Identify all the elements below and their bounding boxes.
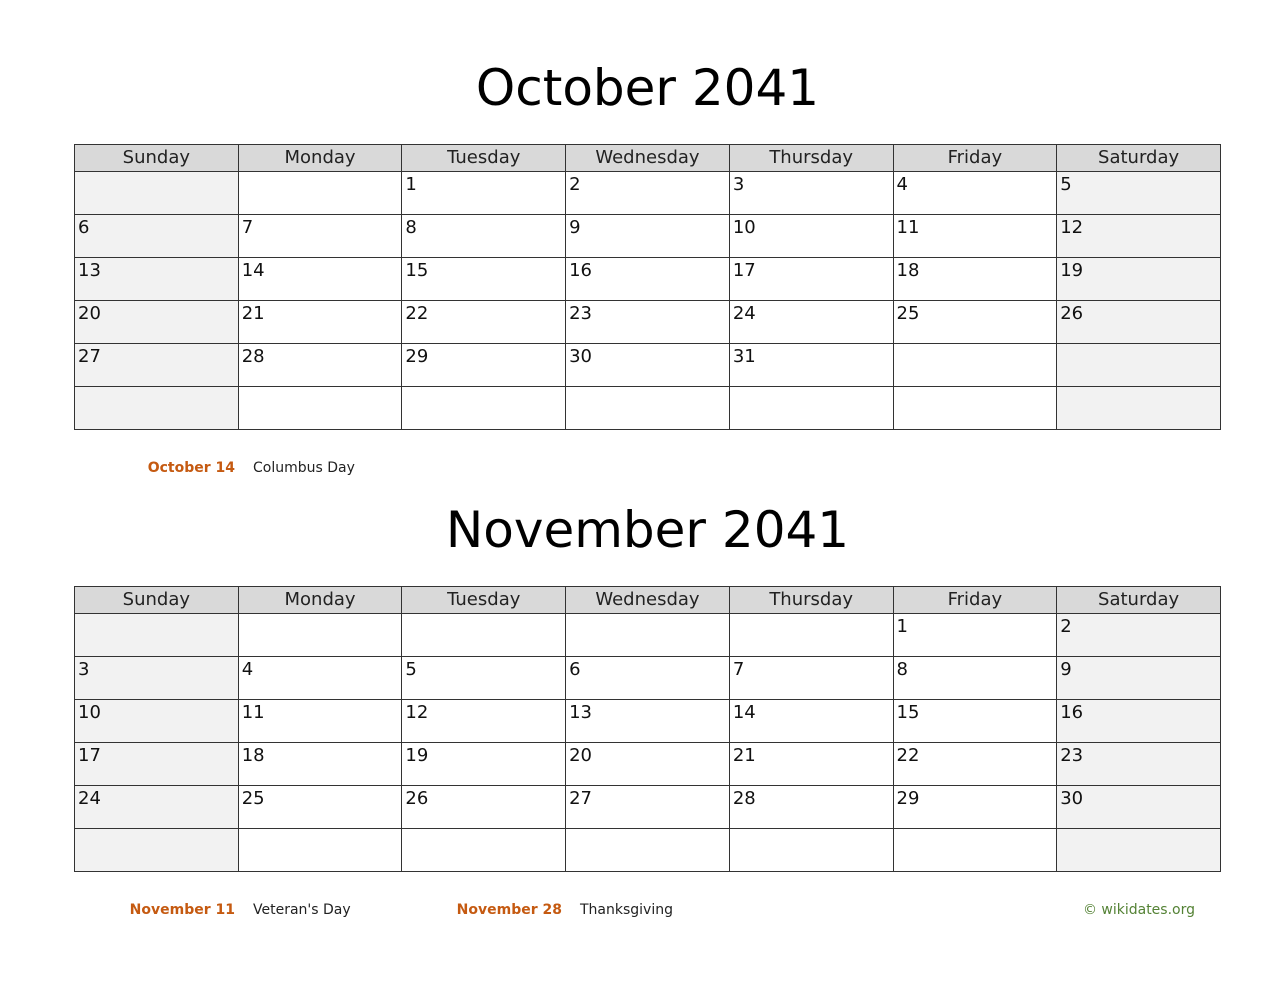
calendar-grid-november	[74, 586, 1221, 872]
day-cell	[75, 829, 239, 872]
day-number: 21	[241, 303, 265, 324]
day-cell	[402, 829, 566, 872]
day-cell	[566, 743, 730, 786]
holiday-list-november	[0, 899, 1280, 921]
day-number: 5	[1060, 174, 1072, 195]
day-number: 10	[732, 217, 756, 238]
day-number: 16	[1060, 702, 1084, 723]
day-number: 7	[732, 659, 745, 680]
calendar-body-november	[75, 614, 1221, 872]
day-number: 5	[405, 659, 417, 680]
day-number: 17	[78, 745, 101, 766]
day-number: 22	[405, 303, 429, 324]
day-cell	[1057, 387, 1221, 430]
day-cell	[729, 614, 893, 657]
day-cell	[238, 743, 402, 786]
day-cell	[893, 215, 1057, 258]
weekday-tuesday: Tuesday	[402, 145, 566, 172]
day-cell	[238, 614, 402, 657]
weekday-saturday: Saturday	[1057, 587, 1221, 614]
day-number	[1057, 344, 1220, 347]
day-cell	[1057, 657, 1221, 700]
day-cell	[566, 657, 730, 700]
day-number: 19	[1060, 260, 1084, 281]
day-cell	[893, 829, 1057, 872]
day-cell	[893, 786, 1057, 829]
day-cell	[893, 258, 1057, 301]
weekday-thursday: Thursday	[729, 587, 893, 614]
day-number: 20	[78, 303, 101, 324]
day-cell	[75, 743, 239, 786]
day-cell	[75, 215, 239, 258]
day-number: 29	[405, 346, 429, 367]
day-cell	[402, 258, 566, 301]
week-row	[75, 743, 1221, 786]
day-cell	[729, 829, 893, 872]
holiday-date: November 11	[129, 902, 235, 918]
weekday-tuesday: Tuesday	[402, 587, 566, 614]
day-cell	[1057, 215, 1221, 258]
day-number: 12	[405, 702, 429, 723]
day-number: 4	[241, 659, 254, 680]
day-number: 3	[78, 659, 90, 680]
day-number: 1	[896, 616, 908, 637]
holiday-date: October 14	[147, 460, 235, 476]
day-number: 23	[1060, 745, 1084, 766]
day-cell	[893, 387, 1057, 430]
day-number	[402, 387, 565, 390]
weekday-sunday: Sunday	[75, 587, 239, 614]
calendar-grid-october	[74, 144, 1221, 430]
day-cell	[402, 301, 566, 344]
day-cell	[402, 700, 566, 743]
day-cell	[893, 614, 1057, 657]
day-cell	[566, 258, 730, 301]
day-cell	[1057, 301, 1221, 344]
day-number: 26	[405, 788, 429, 809]
day-number	[239, 829, 402, 832]
day-number: 14	[732, 702, 756, 723]
holiday-name: Veteran's Day	[253, 902, 351, 918]
week-row	[75, 344, 1221, 387]
day-number: 8	[405, 217, 417, 238]
day-number: 6	[569, 659, 581, 680]
day-cell	[1057, 743, 1221, 786]
day-number	[894, 829, 1057, 832]
day-number: 24	[78, 788, 101, 809]
day-number: 30	[569, 346, 593, 367]
day-cell	[729, 387, 893, 430]
day-cell	[238, 301, 402, 344]
day-number	[730, 614, 893, 617]
day-cell	[729, 743, 893, 786]
weekday-sunday: Sunday	[75, 145, 239, 172]
day-cell	[402, 786, 566, 829]
day-cell	[75, 301, 239, 344]
week-row	[75, 215, 1221, 258]
day-number: 22	[896, 745, 920, 766]
day-cell	[566, 614, 730, 657]
day-number	[730, 387, 893, 390]
day-cell	[1057, 172, 1221, 215]
week-row	[75, 301, 1221, 344]
weekday-friday: Friday	[893, 587, 1057, 614]
day-cell	[238, 829, 402, 872]
day-cell	[238, 215, 402, 258]
day-cell	[893, 344, 1057, 387]
day-cell	[75, 786, 239, 829]
day-number: 21	[732, 745, 756, 766]
week-row	[75, 387, 1221, 430]
day-number: 3	[732, 174, 745, 195]
day-number	[402, 829, 565, 832]
day-number: 17	[732, 260, 756, 281]
day-number: 25	[241, 788, 265, 809]
week-row	[75, 829, 1221, 872]
day-number: 14	[241, 260, 265, 281]
day-number	[75, 614, 238, 617]
weekday-header-row	[75, 145, 1221, 172]
day-number: 4	[896, 174, 908, 195]
weekday-saturday: Saturday	[1057, 145, 1221, 172]
day-number: 6	[78, 217, 90, 238]
day-number	[402, 614, 565, 617]
day-cell	[75, 172, 239, 215]
day-number: 10	[78, 702, 101, 723]
day-number: 29	[896, 788, 920, 809]
month-title-october: October 2041	[475, 59, 820, 117]
weekday-header-row	[75, 587, 1221, 614]
day-number: 27	[78, 346, 101, 367]
day-cell	[238, 786, 402, 829]
weekday-wednesday: Wednesday	[566, 587, 730, 614]
weekday-wednesday: Wednesday	[566, 145, 730, 172]
day-cell	[1057, 344, 1221, 387]
week-row	[75, 172, 1221, 215]
day-cell	[238, 172, 402, 215]
day-number	[730, 829, 893, 832]
day-cell	[893, 700, 1057, 743]
day-number	[566, 387, 729, 390]
day-number: 18	[896, 260, 920, 281]
day-cell	[566, 215, 730, 258]
day-number	[75, 829, 238, 832]
day-cell	[893, 172, 1057, 215]
day-cell	[402, 657, 566, 700]
day-number: 26	[1060, 303, 1084, 324]
day-cell	[566, 344, 730, 387]
holiday-date: November 28	[456, 902, 562, 918]
day-number: 30	[1060, 788, 1084, 809]
day-number: 18	[241, 745, 265, 766]
day-number	[1057, 829, 1220, 832]
day-cell	[238, 258, 402, 301]
day-cell	[1057, 829, 1221, 872]
day-cell	[1057, 614, 1221, 657]
weekday-monday: Monday	[238, 145, 402, 172]
day-number: 15	[405, 260, 429, 281]
day-cell	[566, 172, 730, 215]
day-number: 2	[569, 174, 581, 195]
day-cell	[75, 657, 239, 700]
day-cell	[729, 258, 893, 301]
day-cell	[75, 387, 239, 430]
day-number: 8	[896, 659, 908, 680]
week-row	[75, 614, 1221, 657]
weekday-thursday: Thursday	[729, 145, 893, 172]
week-row	[75, 700, 1221, 743]
day-cell	[402, 614, 566, 657]
day-cell	[402, 172, 566, 215]
day-number: 31	[732, 346, 756, 367]
day-number: 11	[241, 702, 265, 723]
day-cell	[402, 743, 566, 786]
day-number: 27	[569, 788, 593, 809]
day-number	[566, 614, 729, 617]
day-number: 1	[405, 174, 417, 195]
month-title-november: November 2041	[445, 501, 850, 559]
day-number: 24	[732, 303, 756, 324]
day-number	[239, 172, 402, 175]
day-cell	[729, 301, 893, 344]
day-number: 23	[569, 303, 593, 324]
day-number: 25	[896, 303, 920, 324]
day-number	[1057, 387, 1220, 390]
day-cell	[729, 657, 893, 700]
weekday-monday: Monday	[238, 587, 402, 614]
site-credit: © wikidates.org	[1082, 902, 1195, 918]
holiday-name: Thanksgiving	[580, 902, 673, 918]
day-cell	[729, 786, 893, 829]
day-number	[566, 829, 729, 832]
day-cell	[729, 215, 893, 258]
day-number: 7	[241, 217, 254, 238]
day-cell	[238, 387, 402, 430]
day-number	[239, 387, 402, 390]
day-cell	[1057, 786, 1221, 829]
day-cell	[893, 743, 1057, 786]
day-number: 2	[1060, 616, 1072, 637]
day-number: 15	[896, 702, 920, 723]
day-cell	[566, 387, 730, 430]
day-cell	[402, 387, 566, 430]
day-cell	[729, 700, 893, 743]
day-cell	[729, 172, 893, 215]
day-cell	[566, 829, 730, 872]
day-cell	[75, 344, 239, 387]
day-cell	[1057, 258, 1221, 301]
day-cell	[402, 344, 566, 387]
day-cell	[893, 657, 1057, 700]
day-cell	[566, 786, 730, 829]
day-cell	[729, 344, 893, 387]
day-cell	[75, 614, 239, 657]
day-number	[75, 387, 238, 390]
day-number: 20	[569, 745, 593, 766]
day-number: 16	[569, 260, 593, 281]
week-row	[75, 258, 1221, 301]
day-cell	[238, 657, 402, 700]
day-cell	[566, 700, 730, 743]
day-number	[894, 344, 1057, 347]
day-cell	[566, 301, 730, 344]
day-cell	[893, 301, 1057, 344]
day-cell	[75, 700, 239, 743]
day-number: 28	[241, 346, 265, 367]
day-number: 13	[78, 260, 101, 281]
holiday-list-october	[0, 457, 1280, 479]
day-number	[239, 614, 402, 617]
day-cell	[402, 215, 566, 258]
day-number: 9	[1060, 659, 1072, 680]
calendar-body-october	[75, 172, 1221, 430]
day-number: 19	[405, 745, 429, 766]
day-number: 9	[569, 217, 581, 238]
day-cell	[238, 700, 402, 743]
day-number: 12	[1060, 217, 1084, 238]
day-number: 11	[896, 217, 920, 238]
day-cell	[75, 258, 239, 301]
weekday-friday: Friday	[893, 145, 1057, 172]
day-cell	[1057, 700, 1221, 743]
holiday-name: Columbus Day	[253, 460, 355, 476]
day-number: 28	[732, 788, 756, 809]
day-number: 13	[569, 702, 593, 723]
week-row	[75, 786, 1221, 829]
week-row	[75, 657, 1221, 700]
day-number	[75, 172, 238, 175]
day-number	[894, 387, 1057, 390]
day-cell	[238, 344, 402, 387]
